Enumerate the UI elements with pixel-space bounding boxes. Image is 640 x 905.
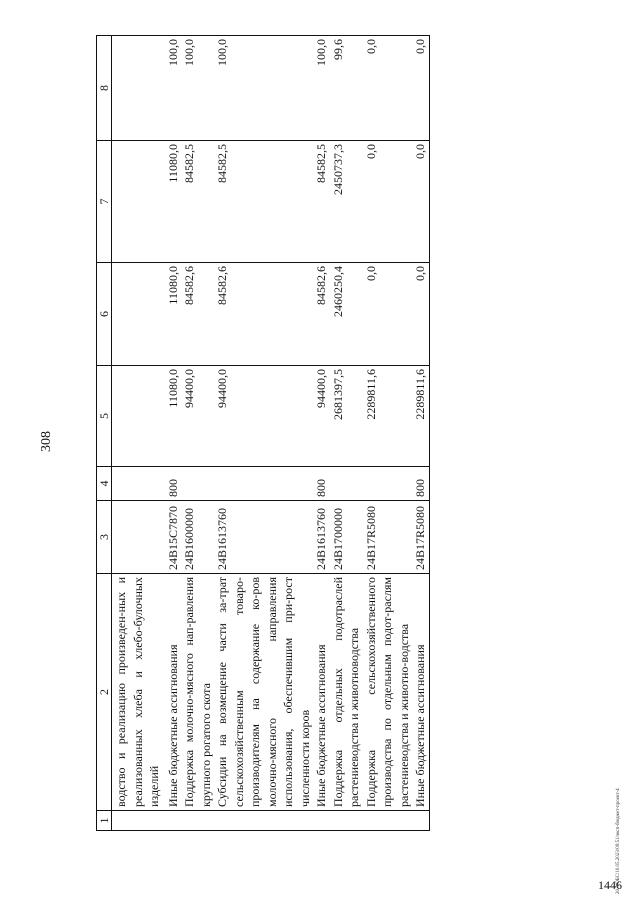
- executed-amount-cell: 11080,0: [165, 141, 182, 263]
- item-name-cell: водство и реализацию произведен-ных и реализованных хлеба и хлебо-булочных изделий: [112, 574, 165, 811]
- item-name-cell: Субсидии на возмещение части за-трат сельскохозяйственным товаро-производителям на содержание ко-ров молочно-мясного направления использования, обеспечившим при-рост численности коров: [214, 574, 313, 811]
- planned-amount-cell: 94400,0: [313, 366, 330, 467]
- target-code-cell: 24В1613760: [313, 501, 330, 574]
- executed-amount-cell: 0,0: [412, 141, 429, 263]
- table-row: [112, 36, 165, 831]
- execution-percent-cell: 100,0: [165, 36, 182, 141]
- executed-amount-cell: [112, 141, 165, 263]
- column-header: 3: [97, 501, 112, 574]
- refined-amount-cell: 11080,0: [165, 263, 182, 366]
- row-number-cell: [165, 811, 182, 831]
- table-row: [214, 36, 313, 831]
- planned-amount-cell: 2289811,6: [363, 366, 413, 467]
- target-code-cell: 24В17R5080: [412, 501, 429, 574]
- column-header: 2: [97, 574, 112, 811]
- refined-amount-cell: 2460250,4: [330, 263, 363, 366]
- column-header: 8: [97, 36, 112, 141]
- planned-amount-cell: [112, 366, 165, 467]
- target-code-cell: 24В17R5080: [363, 501, 413, 574]
- expense-type-cell: [363, 467, 413, 501]
- row-number-cell: [313, 811, 330, 831]
- refined-amount-cell: [112, 263, 165, 366]
- row-number-cell: [330, 811, 363, 831]
- execution-percent-cell: 100,0: [214, 36, 313, 141]
- column-header: 6: [97, 263, 112, 366]
- planned-amount-cell: 11080,0: [165, 366, 182, 467]
- executed-amount-cell: 2450737,3: [330, 141, 363, 263]
- target-code-cell: 24В1613760: [214, 501, 313, 574]
- scan-id-label: 20.3/ОБС/10.05.2023/09:51/эксп-бюджет-проект-4: [616, 788, 621, 894]
- expense-type-cell: 800: [313, 467, 330, 501]
- planned-amount-cell: 2289811,6: [412, 366, 429, 467]
- sheet-number: 1446: [598, 878, 622, 892]
- table-row: [363, 36, 413, 831]
- expense-type-cell: [181, 467, 214, 501]
- planned-amount-cell: 94400,0: [181, 366, 214, 467]
- column-header: 5: [97, 366, 112, 467]
- column-header: 1: [97, 811, 112, 831]
- row-number-cell: [363, 811, 413, 831]
- execution-percent-cell: [112, 36, 165, 141]
- execution-percent-cell: 100,0: [313, 36, 330, 141]
- execution-percent-cell: 100,0: [181, 36, 214, 141]
- executed-amount-cell: 0,0: [363, 141, 413, 263]
- target-code-cell: 24В1600000: [181, 501, 214, 574]
- expense-type-cell: 800: [412, 467, 429, 501]
- refined-amount-cell: 0,0: [363, 263, 413, 366]
- refined-amount-cell: 0,0: [412, 263, 429, 366]
- item-name-cell: Иные бюджетные ассигнования: [313, 574, 330, 811]
- execution-percent-cell: 99,6: [330, 36, 363, 141]
- item-name-cell: Поддержка молочно-мясного нап-равления крупного рогатого скота: [181, 574, 214, 811]
- budget-table-rotated: [96, 36, 578, 831]
- planned-amount-cell: 2681397,5: [330, 366, 363, 467]
- target-code-cell: [112, 501, 165, 574]
- row-number-cell: [181, 811, 214, 831]
- item-name-cell: Поддержка сельскохозяйственного производства по отдельным подот-раслям растениеводства и животно-водства: [363, 574, 413, 811]
- execution-percent-cell: 0,0: [363, 36, 413, 141]
- refined-amount-cell: 84582,6: [181, 263, 214, 366]
- expense-type-cell: [214, 467, 313, 501]
- page-number: 308: [39, 431, 54, 452]
- refined-amount-cell: 84582,6: [313, 263, 330, 366]
- table-row: [181, 36, 214, 831]
- expense-type-cell: 800: [165, 467, 182, 501]
- budget-table: [96, 35, 430, 831]
- target-code-cell: 24В15С7870: [165, 501, 182, 574]
- table-row: [313, 36, 330, 831]
- table-row: [412, 36, 429, 831]
- table-row: [165, 36, 182, 831]
- row-number-cell: [112, 811, 165, 831]
- executed-amount-cell: 84582,5: [214, 141, 313, 263]
- item-name-cell: Иные бюджетные ассигнования: [165, 574, 182, 811]
- planned-amount-cell: 94400,0: [214, 366, 313, 467]
- executed-amount-cell: 84582,5: [181, 141, 214, 263]
- refined-amount-cell: 84582,6: [214, 263, 313, 366]
- target-code-cell: 24В1700000: [330, 501, 363, 574]
- item-name-cell: Иные бюджетные ассигнования: [412, 574, 429, 811]
- table-header-row: [97, 36, 112, 831]
- item-name-cell: Поддержка отдельных подотраслей растениеводства и животноводства: [330, 574, 363, 811]
- expense-type-cell: [112, 467, 165, 501]
- executed-amount-cell: 84582,5: [313, 141, 330, 263]
- table-row: [330, 36, 363, 831]
- expense-type-cell: [330, 467, 363, 501]
- column-header: 7: [97, 141, 112, 263]
- column-header: 4: [97, 467, 112, 501]
- row-number-cell: [412, 811, 429, 831]
- row-number-cell: [214, 811, 313, 831]
- execution-percent-cell: 0,0: [412, 36, 429, 141]
